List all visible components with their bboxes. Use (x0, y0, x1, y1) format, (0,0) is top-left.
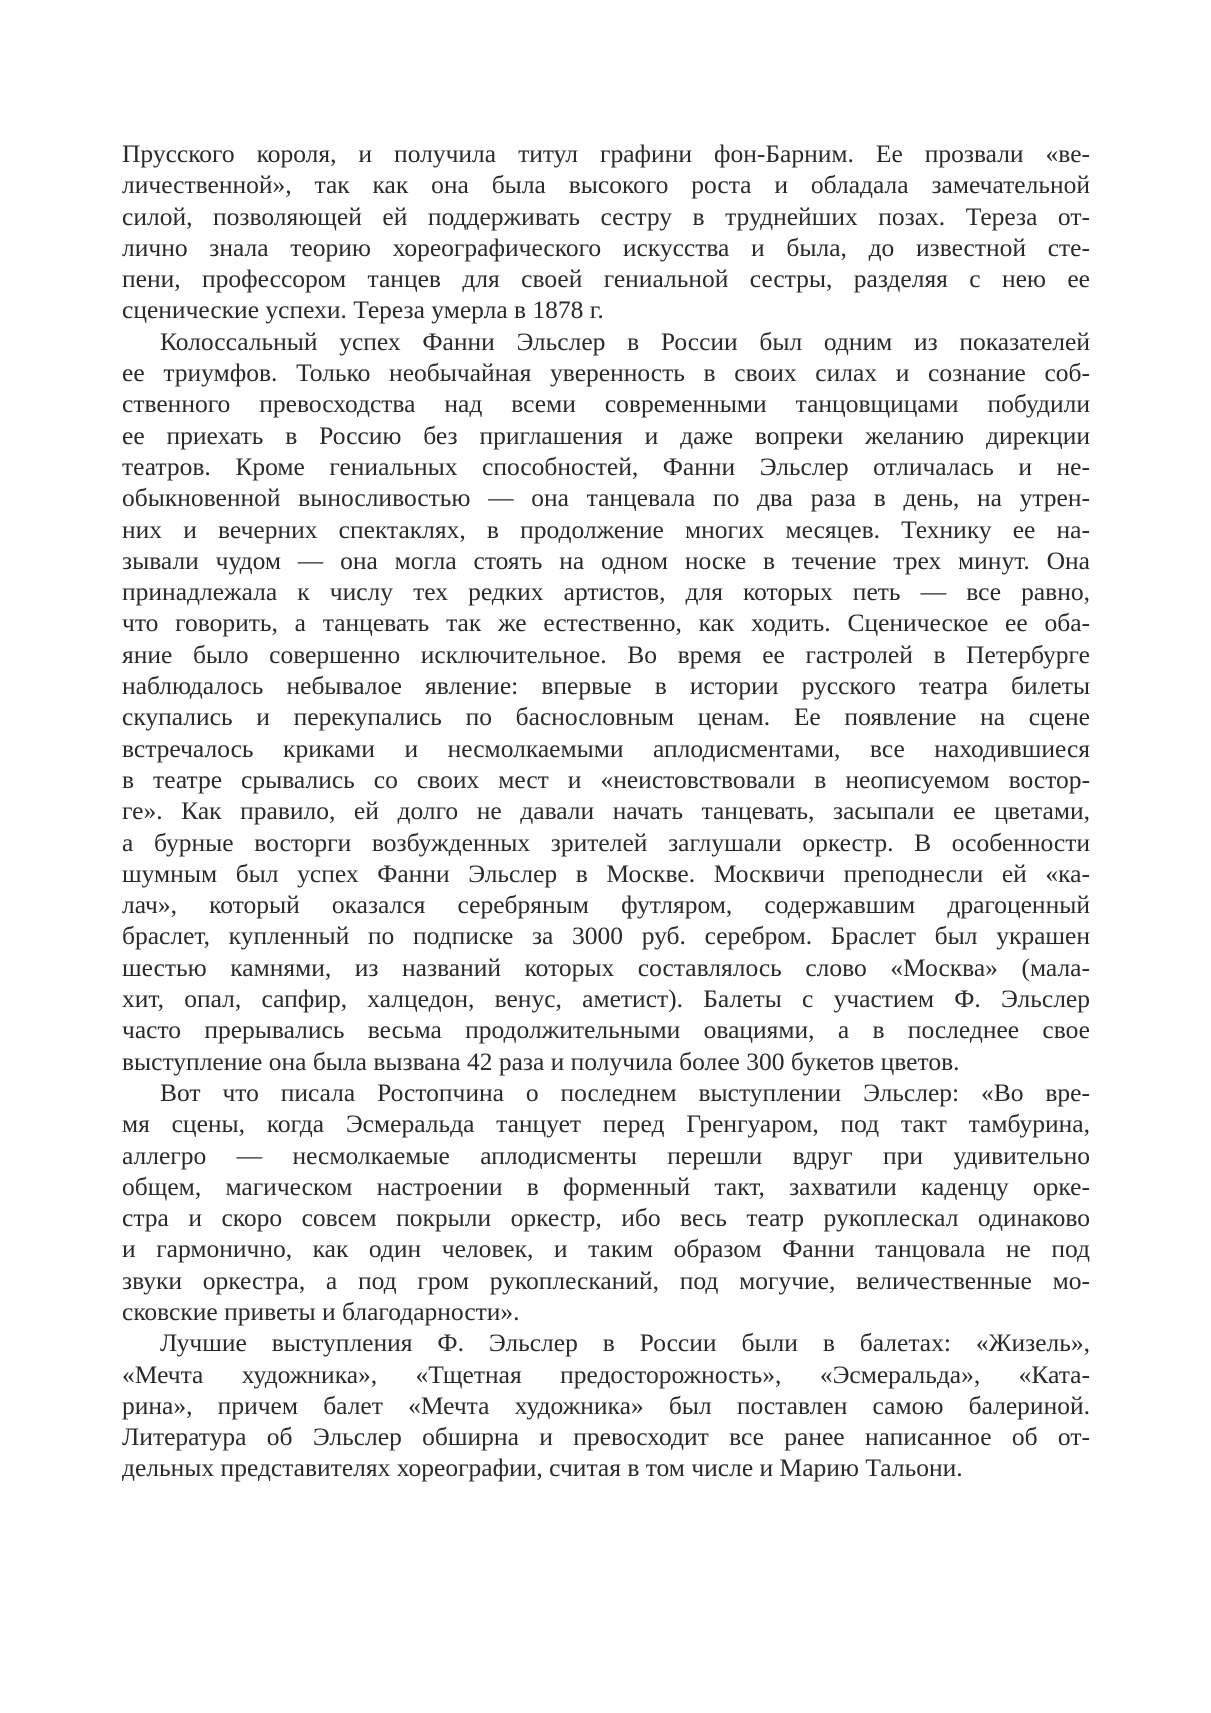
paragraph (122, 138, 1090, 326)
text-line: хит, опал, сапфир, халцедон, венус, аметист). Балеты с участием Ф. Эльслер (122, 984, 1090, 1014)
text-line: лач», который оказался серебряным футляром, содержавшим драгоценный (122, 890, 1090, 920)
text-line: наблюдалось небывалое явление: впервые в истории русского театра билеты (122, 671, 1090, 701)
text-line: пени, профессором танцев для своей гениальной сестры, разделяя с нею ее (122, 264, 1090, 294)
paragraph (122, 1327, 1090, 1483)
paragraph (122, 1077, 1090, 1327)
text-line: рина», причем балет «Мечта художника» был поставлен самою балериной. (122, 1390, 1090, 1420)
paragraph (122, 326, 1090, 1077)
text-line: аллегро — несмолкаемые аплодисменты перешли вдруг при удивительно (122, 1140, 1090, 1170)
text-line: ге». Как правило, ей долго не давали начать танцевать, засыпали ее цветами, (122, 796, 1090, 826)
text-line: звуки оркестра, а под гром рукоплесканий, под могучие, величественные мо- (122, 1265, 1090, 1295)
text-line: дельных представителях хореографии, считая в том числе и Марию Тальони. (122, 1453, 963, 1483)
text-line: обыкновенной выносливостью — она танцевала по два раза в день, на утрен- (122, 483, 1090, 513)
text-line: встречалось криками и несмолкаемыми аплодисментами, все находившиеся (122, 733, 1090, 763)
text-line: театров. Кроме гениальных способностей, Фанни Эльслер отличалась и не- (122, 451, 1090, 481)
text-line: в театре срывались со своих мест и «неистовствовали в неописуемом востор- (122, 764, 1090, 794)
page-text (122, 138, 1090, 1484)
text-line: лично знала теорию хореографического искусства и была, до известной сте- (122, 232, 1090, 262)
text-line: силой, позволяющей ей поддерживать сестру в труднейших позах. Тереза от- (122, 201, 1090, 231)
text-line: ее приехать в Россию без приглашения и даже вопреки желанию дирекции (122, 420, 1090, 450)
text-line: скупались и перекупались по баснословным ценам. Ее появление на сцене (122, 702, 1090, 732)
text-line: стра и скоро совсем покрыли оркестр, ибо весь театр рукоплескал одинаково (122, 1203, 1090, 1233)
text-line: Вот что писала Ростопчина о последнем выступлении Эльслер: «Во вре- (160, 1077, 1090, 1107)
text-line: шумным был успех Фанни Эльслер в Москве. Москвичи преподнесли ей «ка- (122, 858, 1090, 888)
text-line: мя сцены, когда Эсмеральда танцует перед Гренгуаром, под такт тамбурина, (122, 1109, 1090, 1139)
text-line: часто прерывались весьма продолжительными овациями, а в последнее свое (122, 1015, 1090, 1045)
text-line: зывали чудом — она могла стоять на одном носке в течение трех минут. Она (122, 545, 1090, 575)
text-line: что говорить, а танцевать так же естественно, как ходить. Сценическое ее оба- (122, 608, 1090, 638)
text-line: выступление она была вызвана 42 раза и получила более 300 букетов цветов. (122, 1046, 960, 1076)
text-line: браслет, купленный по подписке за 3000 руб. серебром. Браслет был украшен (122, 921, 1090, 951)
text-line: личественной», так как она была высокого роста и обладала замечательной (122, 170, 1090, 200)
text-line: и гармонично, как один человек, и таким образом Фанни танцовала не под (122, 1234, 1090, 1264)
text-line: шестью камнями, из названий которых составлялось слово «Москва» (мала- (122, 952, 1090, 982)
text-line: Прусского короля, и получила титул графини фон-Барним. Ее прозвали «ве- (122, 139, 1090, 168)
text-line: сковские приветы и благодарности». (122, 1296, 520, 1326)
text-line: Колоссальный успех Фанни Эльслер в России был одним из показателей (160, 326, 1090, 356)
text-line: Лучшие выступления Ф. Эльслер в России были в балетах: «Жизель», (160, 1328, 1090, 1358)
text-line: принадлежала к числу тех редких артистов, для которых петь — все равно, (122, 577, 1090, 607)
text-line: ее триумфов. Только необычайная уверенность в своих силах и сознание соб- (122, 358, 1090, 388)
text-line: яние было совершенно исключительное. Во время ее гастролей в Петербурге (122, 639, 1090, 669)
text-line: «Мечта художника», «Тщетная предосторожность», «Эсмеральда», «Ката- (122, 1359, 1090, 1389)
text-line: них и вечерних спектаклях, в продолжение многих месяцев. Технику ее на- (122, 514, 1090, 544)
text-line: сценические успехи. Тереза умерла в 1878 г. (122, 295, 604, 325)
text-line: а бурные восторги возбужденных зрителей заглушали оркестр. В особенности (122, 827, 1090, 857)
text-line: Литература об Эльслер обширна и превосходит все ранее написанное об от- (122, 1422, 1090, 1452)
text-line: ственного превосходства над всеми современными танцовщицами побудили (122, 389, 1090, 419)
text-line: общем, магическом настроении в форменный такт, захватили каденцу орке- (122, 1171, 1090, 1201)
